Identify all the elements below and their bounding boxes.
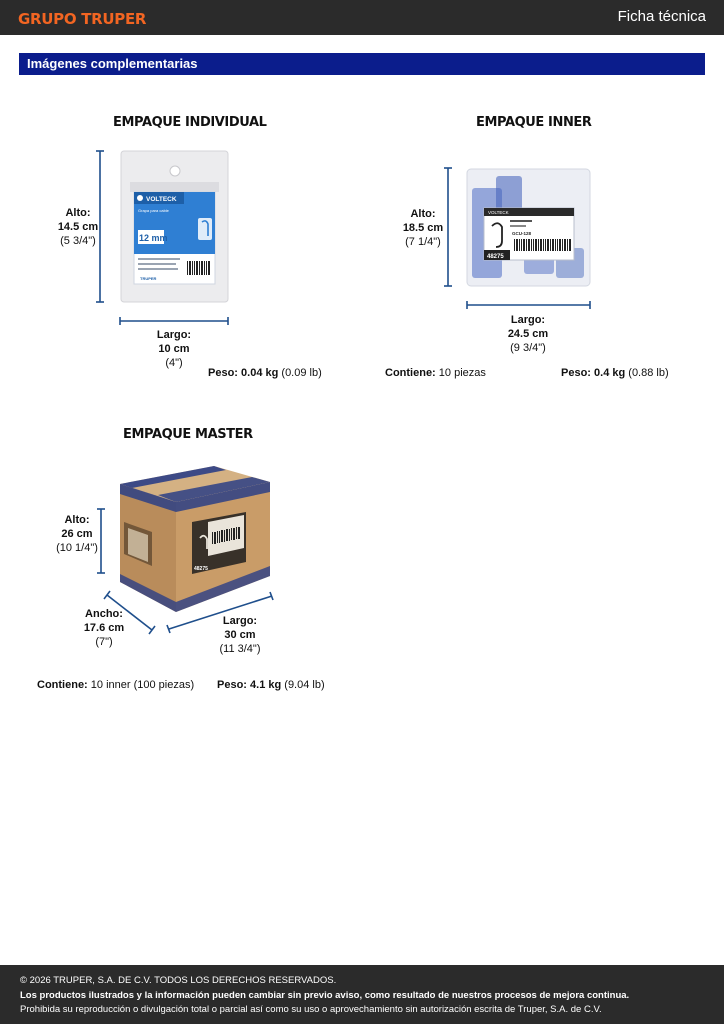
footer-notice: Los productos ilustrados y la información pueden cambiar sin previo aviso, como resultado de nuestros procesos de mejora continua. [20, 990, 630, 1001]
individual-package-image [120, 150, 229, 303]
master-contents: Contiene: 10 inner (100 piezas) [37, 679, 195, 691]
master-box-image [118, 466, 272, 616]
master-heading: EMPAQUE MASTER [123, 427, 253, 442]
inner-sku-text: GCU-128 [512, 231, 532, 236]
inner-height-label: Alto: 18.5 cm (7 1/4") [402, 208, 444, 248]
footer-copyright: © 2026 TRUPER, S.A. DE C.V. TODOS LOS DERECHOS RESERVADOS. [20, 975, 337, 986]
individual-heading: EMPAQUE INDIVIDUAL [113, 115, 267, 130]
document-type: Ficha técnica [617, 8, 706, 25]
pack-brand-text: VOLTECK [146, 196, 177, 203]
section-title: Imágenes complementarias [27, 56, 198, 71]
master-length-label: Largo: 30 cm (11 3/4") [219, 615, 261, 655]
individual-height-label: Alto: 14.5 cm (5 3/4") [57, 207, 99, 247]
inner-weight: Peso: 0.4 kg (0.88 lb) [561, 367, 669, 379]
inner-contents: Contiene: 10 piezas [385, 367, 486, 379]
individual-weight: Peso: 0.04 kg (0.09 lb) [208, 367, 322, 379]
master-height-label: Alto: 26 cm (10 1/4") [56, 514, 98, 554]
master-width-label: Ancho: 17.6 cm (7") [83, 608, 125, 648]
inner-code-text: 48275 [487, 254, 504, 260]
individual-length-label: Largo: 10 cm (4") [156, 329, 192, 369]
inner-length-label: Largo: 24.5 cm (9 3/4") [507, 314, 549, 354]
inner-package-image [466, 168, 591, 287]
page-footer [0, 965, 724, 1024]
pack-size-text: 12 mm [139, 233, 168, 243]
master-weight: Peso: 4.1 kg (9.04 lb) [217, 679, 325, 691]
pack-maker-text: TRUPER [140, 276, 157, 281]
brand-logo: GRUPO TRUPER [18, 10, 147, 28]
pack-product-text: Grapa para cable [138, 208, 169, 213]
inner-heading: EMPAQUE INNER [476, 115, 592, 130]
master-code-text: 48275 [194, 566, 208, 572]
svg-text:VOLTECK: VOLTECK [488, 210, 509, 215]
footer-legal: Prohibida su reproducción o divulgación total o parcial así como su uso o aprovechamiento sin autorización escrita de Truper, S.A. de C.V. [20, 1004, 602, 1015]
